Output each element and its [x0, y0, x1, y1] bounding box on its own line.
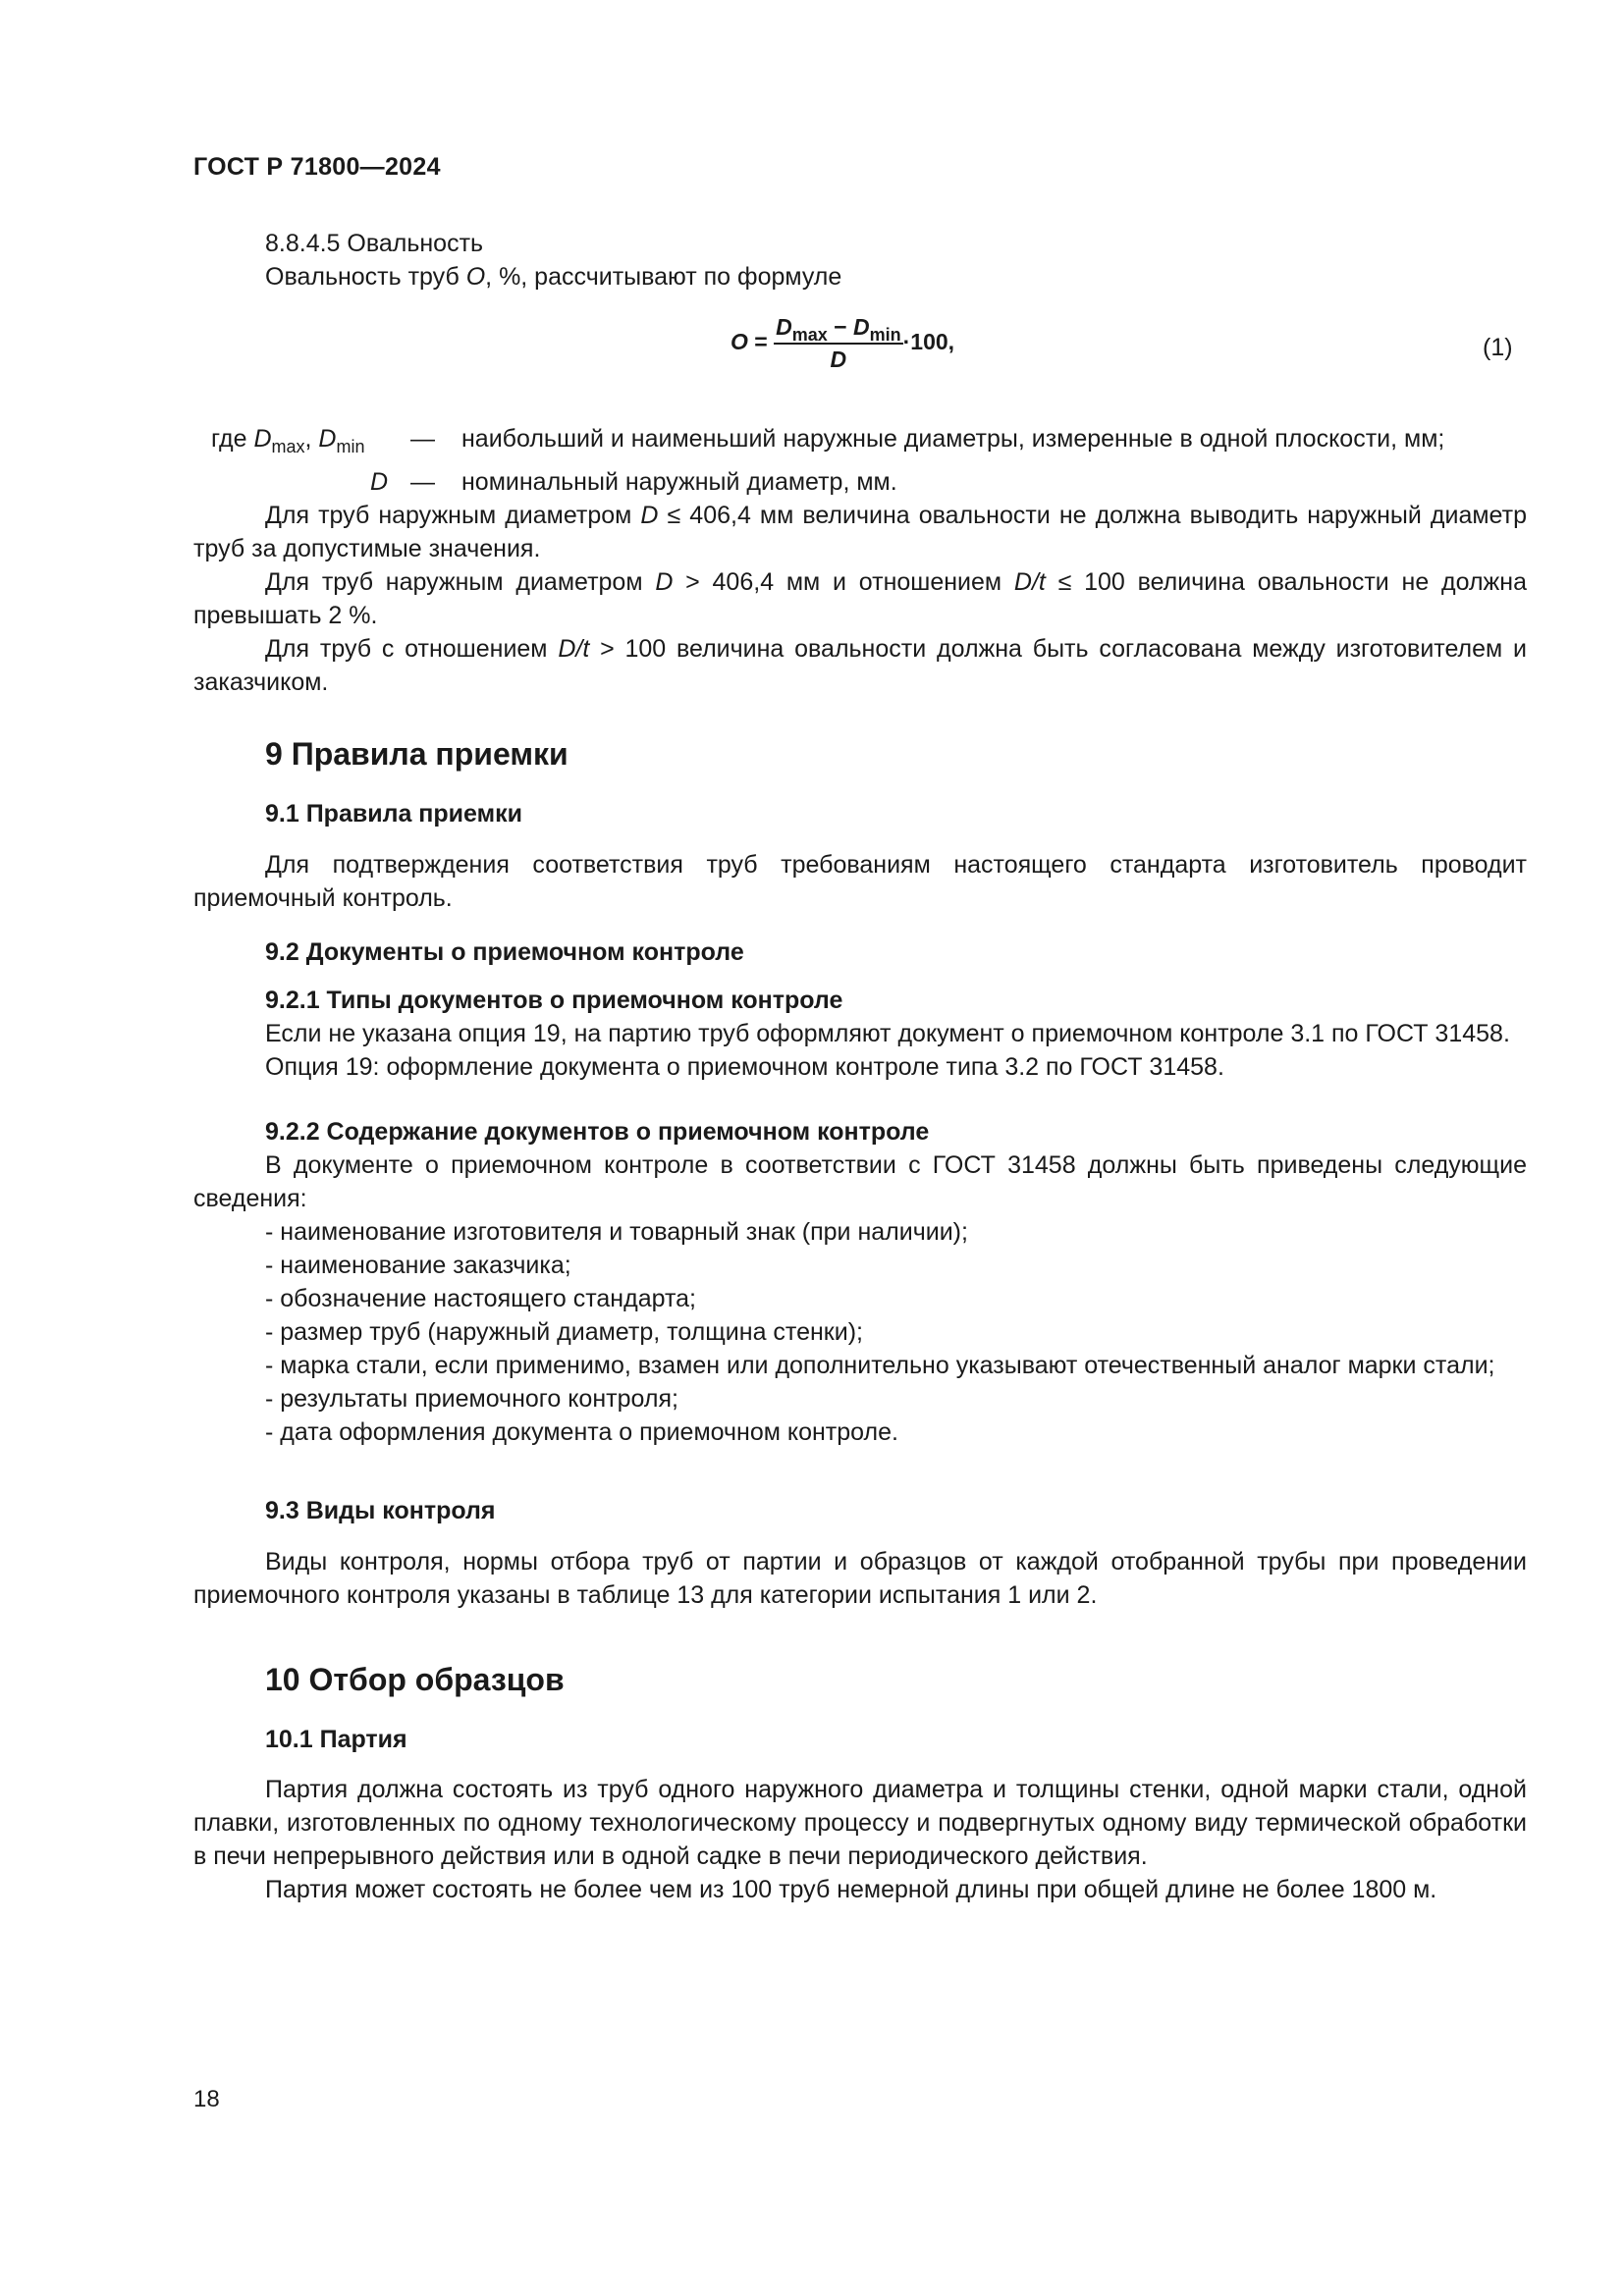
clause-101-paragraph-2: Партия может состоять не более чем из 100 труб немерной длины при общей длине не более 1800 м.	[265, 1876, 1437, 1903]
section-9-heading: 9 Правила приемки	[265, 736, 568, 772]
clause-921-paragraph-1: Если не указана опция 19, на партию труб оформляют документ о приемочном контроле 3.1 по ГОСТ 31458.	[265, 1020, 1510, 1047]
where-desc-2: номинальный наружный диаметр, мм.	[461, 468, 897, 496]
document-header: ГОСТ Р 71800—2024	[193, 153, 441, 181]
ovality-rule-1: Для труб наружным диаметром D ≤ 406,4 мм величина овальности не должна выводить наружный диаметр труб за допустимые значения.	[193, 502, 1527, 562]
ovality-intro: Овальность труб O, %, рассчитывают по формуле	[265, 263, 842, 291]
clause-922-heading: 9.2.2 Содержание документов о приемочном контроле	[265, 1118, 930, 1146]
where-var-2: D	[370, 468, 389, 496]
clause-101-text	[193, 1773, 1527, 1906]
clause-921-text	[193, 1017, 1527, 1084]
clause-93-text	[193, 1545, 1527, 1612]
clause-92-heading: 9.2 Документы о приемочном контроле	[265, 938, 744, 966]
list-item: - результаты приемочного контроля;	[265, 1385, 678, 1413]
clause-93-paragraph: Виды контроля, нормы отбора труб от партии и образцов от каждой отобранной трубы при проведении приемочного контроля указаны в таблице 13 для категории испытания 1 или 2.	[193, 1548, 1527, 1609]
ovality-rules	[193, 499, 1527, 699]
page-number: 18	[193, 2086, 220, 2112]
list-item: - дата оформления документа о приемочном контроле.	[265, 1418, 898, 1446]
list-item: - наименование изготовителя и товарный знак (при наличии);	[265, 1218, 968, 1246]
clause-91-text	[193, 848, 1527, 915]
where-desc-1: наибольший и наименьший наружные диаметры, измеренные в одной плоскости, мм;	[461, 425, 1445, 453]
ovality-formula: O = $\frac{D_{max} - D_{min}}{D}$ ·100,	[731, 314, 955, 372]
clause-101-heading: 10.1 Партия	[265, 1726, 407, 1753]
clause-8845-title: 8.8.4.5 Овальность	[265, 230, 484, 257]
clause-921-heading: 9.2.1 Типы документов о приемочном контроле	[265, 987, 843, 1014]
clause-91-paragraph: Для подтверждения соответствия труб требованиям настоящего стандарта изготовитель проводит приемочный контроль.	[193, 851, 1527, 912]
clause-91-heading: 9.1 Правила приемки	[265, 800, 522, 828]
clause-101-paragraph-1: Партия должна состоять из труб одного наружного диаметра и толщины стенки, одной марки стали, одной плавки, изготовленных по одному технологическому процессу и подвергнутых одному виду термической обработки в печи непрерывного действия или в одной садке в печи периодического действия.	[193, 1776, 1527, 1870]
ovality-rule-2: Для труб наружным диаметром D > 406,4 мм и отношением D/t ≤ 100 величина овальности не должна превышать 2 %.	[193, 568, 1527, 629]
clause-922-intro: В документе о приемочном контроле в соответствии с ГОСТ 31458 должны быть приведены следующие сведения:	[193, 1151, 1527, 1212]
where-vars-1: где $D_{max}$, $D_{min}$	[211, 425, 365, 456]
formula-fraction: $\frac{D_{max} - D_{min}}{D}$	[776, 314, 901, 372]
clause-93-heading: 9.3 Виды контроля	[265, 1497, 496, 1524]
list-item: - наименование заказчика;	[265, 1252, 571, 1279]
where-dash-2: —	[410, 468, 435, 496]
section-10-heading: 10 Отбор образцов	[265, 1662, 565, 1697]
clause-922-text	[193, 1148, 1527, 1449]
list-item: - размер труб (наружный диаметр, толщина стенки);	[265, 1318, 863, 1346]
clause-921-paragraph-2: Опция 19: оформление документа о приемочном контроле типа 3.2 по ГОСТ 31458.	[265, 1053, 1224, 1081]
list-item: - обозначение настоящего стандарта;	[265, 1285, 696, 1312]
ovality-rule-3: Для труб с отношением D/t > 100 величина овальности должна быть согласована между изготовителем и заказчиком.	[193, 635, 1527, 696]
where-dash-1: —	[410, 425, 435, 453]
equation-number: (1)	[1483, 334, 1513, 361]
list-item: - марка стали, если применимо, взамен или дополнительно указывают отечественный аналог марки стали;	[265, 1352, 1495, 1379]
